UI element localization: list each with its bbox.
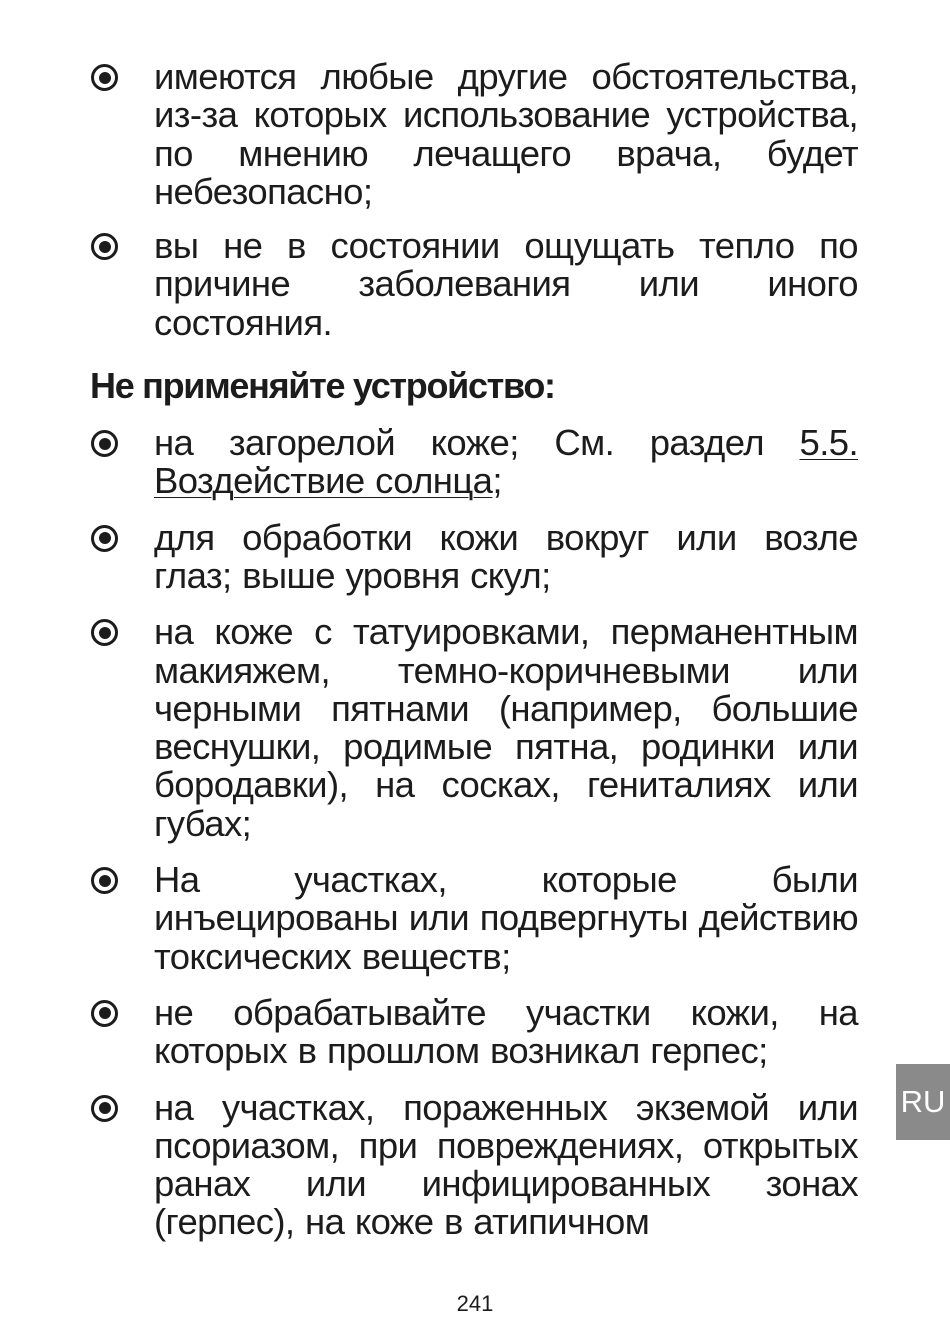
list-item-text: для обработки кожи вокруг или возле глаз; выше уровня скул;: [154, 516, 858, 596]
list-item: [90, 516, 858, 596]
do-not-use-list: [90, 424, 858, 1242]
radio-bullet-icon: [91, 1000, 118, 1027]
contraindication-list-continued: [90, 58, 858, 342]
list-item-text: на участках, пораженных экземой или псориазом, при повреждениях, открытых ранах или инфицированных зонах (герпес), на коже в атипичном: [154, 1086, 858, 1243]
list-item-text-end: ;: [492, 460, 502, 502]
document-body: [90, 58, 858, 1260]
list-item: [90, 424, 858, 501]
list-item-text: На участках, которые были инъецированы или подвергнуты действию токсических веществ;: [154, 859, 858, 977]
radio-bullet-icon: [91, 525, 118, 552]
radio-bullet-icon: [91, 233, 118, 260]
section-reference-link[interactable]: 5.5. Воздействие солнца: [154, 422, 858, 502]
list-item-text: на коже с татуировками, перманентным макияжем, темно-коричневыми или черными пятнами (например, большие веснушки, родимые пятна, родинки или бородавки), на сосках, гениталиях или губах;: [154, 611, 858, 844]
list-item-text: на загорелой коже; См. раздел: [154, 422, 800, 464]
list-item-text: вы не в состоянии ощущать тепло по причине заболевания или иного состояния.: [154, 225, 858, 343]
list-item: [90, 861, 858, 976]
list-item-text: не обрабатывайте участки кожи, на которых в прошлом возникал герпес;: [154, 991, 858, 1072]
section-heading: Не применяйте устройство:: [90, 365, 555, 407]
list-item: [90, 991, 858, 1072]
radio-bullet-icon: [91, 64, 118, 91]
list-item: [90, 1086, 858, 1243]
radio-bullet-icon: [91, 867, 118, 894]
page-number: 241: [456, 1291, 494, 1316]
radio-bullet-icon: [91, 619, 118, 646]
language-tab: RU: [896, 1064, 950, 1140]
list-item: [90, 227, 858, 342]
list-item-text: имеются любые другие обстоятельства, из-за которых использование устройства, по мнению лечащего врача, будет небезопасно;: [154, 56, 858, 212]
list-item: [90, 58, 858, 211]
radio-bullet-icon: [91, 1095, 118, 1122]
radio-bullet-icon: [91, 430, 118, 457]
list-item: [90, 613, 858, 843]
